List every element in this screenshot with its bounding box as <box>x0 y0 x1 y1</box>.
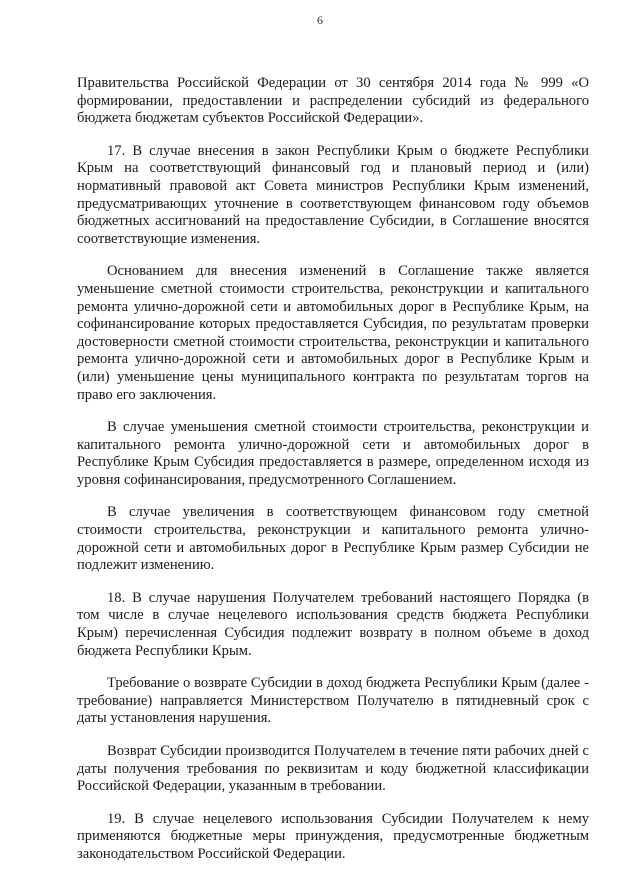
paragraph-cost-increase: В случае увеличения в соответствующем финансовом году сметной стоимости строительства, реконструкции и капитального ремонта улично-дорожной сети и автомобильных дорог в Республике Крым размер Субсидии не подлежит изменению. <box>77 504 589 574</box>
paragraph-return-procedure: Возврат Субсидии производится Получателем в течение пяти рабочих дней с даты получения требования по реквизитам и коду бюджетной классификации Российской Федерации, указанным в требовании. <box>77 743 589 795</box>
paragraph-grounds-for-changes: Основанием для внесения изменений в Соглашение также является уменьшение сметной стоимости строительства, реконструкции и капитального ремонта улично-дорожной сети и автомобильных дорог в Республике Крым, на софинансирование которых предоставляется Субсидия, по результатам проверки достоверности сметной стоимости строительства, реконструкции и капитального ремонта улично-дорожной сети и автомобильных дорог в Республике Крым и (или) уменьшение цены муниципального контракта по результатам торгов на право его заключения. <box>77 263 589 403</box>
paragraph-clause-18: 18. В случае нарушения Получателем требований настоящего Порядка (в том числе в случае нецелевого использования средств бюджета Республики Крым) перечисленная Субсидия подлежит возврату в полном объеме в доход бюджета Республики Крым. <box>77 589 589 659</box>
paragraph-return-demand: Требование о возврате Субсидии в доход бюджета Республики Крым (далее - требование) направляется Министерством Получателю в пятидневный срок с даты установления нарушения. <box>77 675 589 727</box>
paragraph-cost-decrease: В случае уменьшения сметной стоимости строительства, реконструкции и капитального ремонта улично-дорожной сети и автомобильных дорог в Республике Крым Субсидия предоставляется в размере, определенном исходя из уровня софинансирования, предусмотренного Соглашением. <box>77 419 589 488</box>
page-number: 6 <box>317 13 323 27</box>
paragraph-continuation: Правительства Российской Федерации от 30 сентября 2014 года № 999 «О формировании, предоставлении и распределении субсидий из федерального бюджета бюджетам субъектов Российской Федерации». <box>77 75 589 127</box>
paragraph-clause-17: 17. В случае внесения в закон Республики Крым о бюджете Республики Крым на соответствующий финансовый год и плановый период и (или) нормативный правовой акт Совета министров Республики Крым изменений, предусматривающих уточнение в соответствующем финансовом году объемов бюджетных ассигнований на предоставление Субсидии, в Соглашение вносятся соответствующие изменения. <box>77 142 589 247</box>
document-body <box>77 75 589 879</box>
paragraph-clause-19: 19. В случае нецелевого использования Субсидии Получателем к нему применяются бюджетные меры принуждения, предусмотренные бюджетным законодательством Российской Федерации. <box>77 810 589 862</box>
